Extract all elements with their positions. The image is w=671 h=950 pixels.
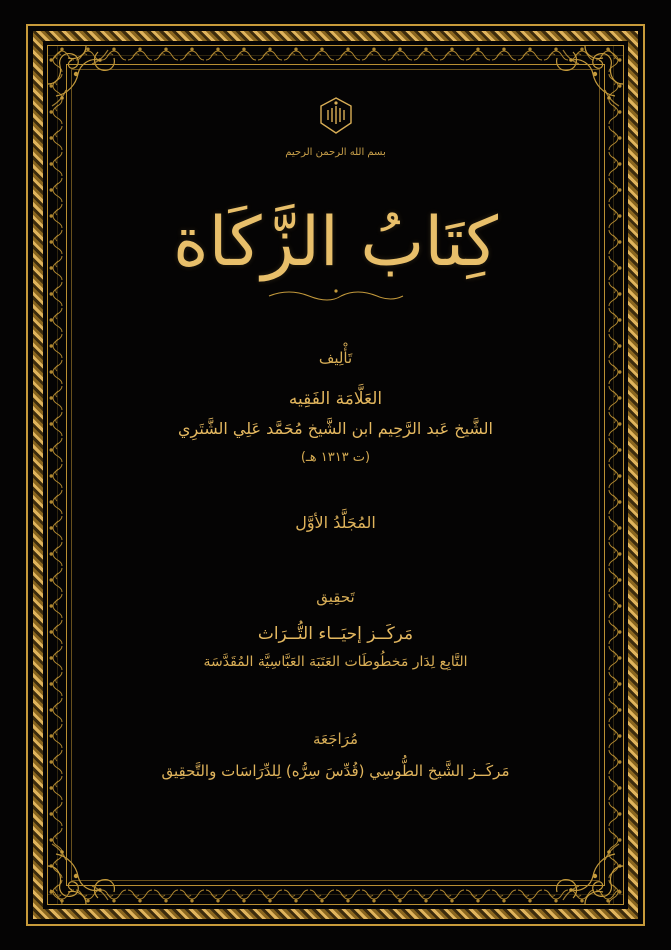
calligraphic-emblem-icon [310,95,362,145]
verification-center-name: مَركَــز إحيَــاء التُّــرَاث [257,624,414,644]
page-title: كِتَابُ الزَّكَاة [172,203,499,282]
basmala-text: بسم الله الرحمن الرحيم [285,146,386,158]
author-role: العَلَّامَة الفَقِيه [288,389,383,409]
verification-center-affiliation: التَّابِع لِدَار مَخطُوطَات العَتَبَة العَبَّاسِيَّة المُقَدَّسَة [203,654,468,670]
title-flourish-ornament [80,287,591,303]
review-center-name: مَركَــز الشَّيخ الطُّوسِي (قُدِّسَ سِرُّه) لِلدِّرَاسَات والتَّحقِيق [161,762,510,780]
cover-content [80,78,591,872]
author-label: تَأْلِيف [318,349,353,367]
publisher-emblem [80,88,591,164]
author-death-date: (ت ١٣١٣ هـ) [300,450,371,465]
author-name: الشَّيخ عَبد الرَّحِيم ابن الشَّيخ مُحَمَّد عَلِي الشَّتَرِي [178,419,493,438]
verification-label: تَحقِيق [316,588,355,606]
review-label: مُرَاجَعَة [312,730,359,748]
volume-label: المُجَلَّدُ الأوَّل [295,513,376,532]
